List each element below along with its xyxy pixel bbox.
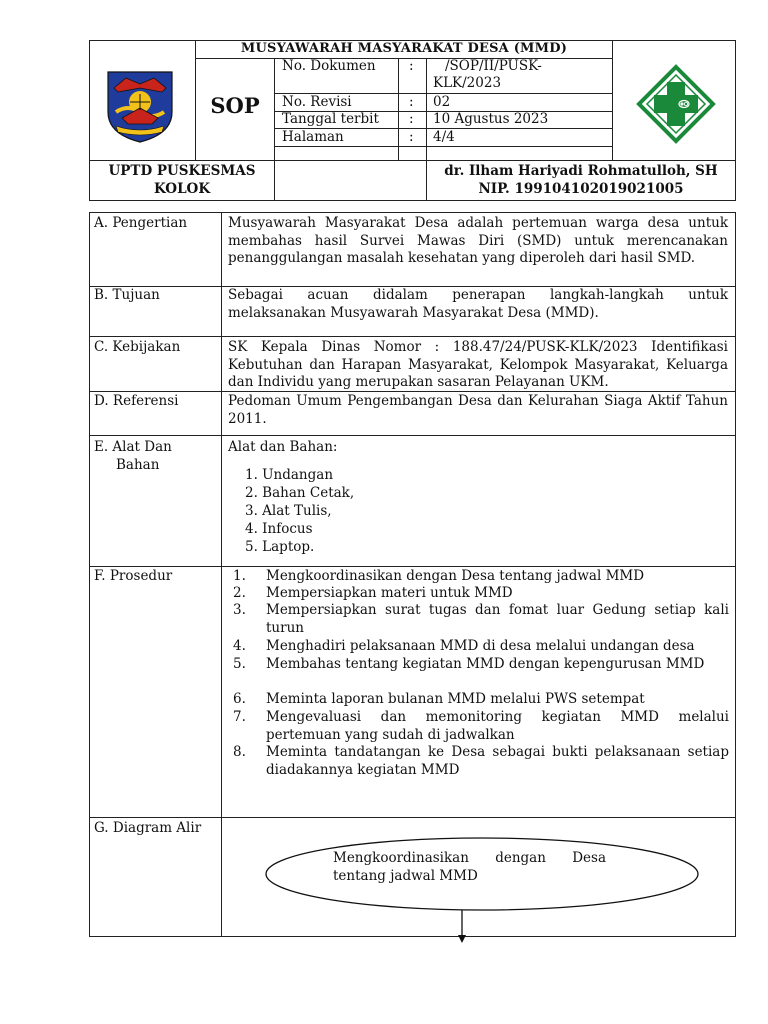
list-item: 1. Undangan [245,467,334,483]
section-label-alat-line1: E. Alat Dan [94,439,172,455]
alat-intro: Alat dan Bahan: [228,439,338,455]
flowchart-arrow [454,910,470,944]
field-value-no-dokumen-2: KLK/2023 [433,75,502,91]
step-number: 4. [233,638,246,654]
field-label-no-dokumen: No. Dokumen [282,58,376,74]
field-label-tanggal: Tanggal terbit [282,111,379,127]
field-sep: : [409,94,414,110]
step-number: 2. [233,585,246,601]
field-label-no-revisi: No. Revisi [282,94,352,110]
field-value-tanggal: 10 Agustus 2023 [433,111,549,127]
step-text: Mempersiapkan materi untuk MMD [266,585,513,601]
step-text: Membahas tentang kegiatan MMD dengan kepengurusan MMD [266,656,705,672]
step-text: Mengevaluasi dan memonitoring kegiatan MMD melalui pertemuan yang sudah di jadwalkan [266,709,729,743]
step-text: Menghadiri pelaksanaan MMD di desa melalui undangan desa [266,638,695,654]
field-sep: : [409,58,414,74]
field-sep: : [409,111,414,127]
field-sep: : [409,129,414,145]
sop-label: SOP [210,93,260,118]
org-name-line2: KOLOK [153,181,211,197]
field-label-halaman: Halaman [282,129,344,145]
section-text-tujuan: Sebagai acuan didalam penerapan langkah-langkah untuk melaksanakan Musyawarah Masyarakat Desa (MMD). [228,287,728,321]
regency-crest-icon [102,68,178,144]
step-number: 6. [233,691,246,707]
section-label-alat-line2: Bahan [116,457,160,473]
step-text: Mempersiapkan surat tugas dan fomat luar Gedung setiap kali turun [266,602,729,636]
step-text: Meminta laporan bulanan MMD melalui PWS setempat [266,691,645,707]
field-value-halaman: 4/4 [433,129,455,145]
step-number: 5. [233,656,246,672]
document-title: MUSYAWARAH MASYARAKAT DESA (MMD) [240,41,568,56]
list-item: 2. Bahan Cetak, [245,485,355,501]
section-label-referensi: D. Referensi [94,393,179,409]
list-item: 3. Alat Tulis, [245,503,332,519]
section-text-referensi: Pedoman Umum Pengembangan Desa dan Kelurahan Siaga Aktif Tahun 2011. [228,393,728,427]
field-value-no-dokumen: /SOP/II/PUSK- [445,58,542,74]
list-item: 5. Laptop. [245,539,315,555]
step-text: Meminta tandatangan ke Desa sebagai bukti pelaksanaan setiap diadakannya kegiatan MMD [266,744,729,778]
section-label-diagram: G. Diagram Alir [94,820,202,836]
section-label-pengertian: A. Pengertian [94,215,188,231]
head-nip: NIP. 199104102019021005 [478,181,684,197]
step-text: Mengkoordinasikan dengan Desa tentang jadwal MMD [266,568,645,584]
section-text-pengertian: Musyawarah Masyarakat Desa adalah pertemuan warga desa untuk membahas hasil Survei Mawas Diri (SMD) untuk merencanakan penanggulangan masalah kesehatan yang diperoleh dari hasil SMD. [228,215,728,266]
field-value-no-revisi: 02 [433,94,451,110]
section-text-kebijakan: SK Kepala Dinas Nomor : 188.47/24/PUSK-KLK/2023 Identifikasi Kebutuhan dan Harapan Masyarakat, Kelompok Masyarakat, Keluarga dan Individu yang merupakan sasaran Pelayanan UKM. [228,339,728,390]
section-label-tujuan: B. Tujuan [94,287,160,303]
step-number: 8. [233,744,246,760]
org-name-line1: UPTD PUSKESMAS [108,163,256,179]
step-number: 1. [233,568,246,584]
head-name: dr. Ilham Hariyadi Rohmatulloh, SH [444,163,718,179]
list-item: 4. Infocus [245,521,313,537]
puskesmas-cross-icon [636,64,716,144]
flowchart-node-text: Mengkoordinasikan dengan Desa tentang jadwal MMD [333,850,606,884]
section-label-prosedur: F. Prosedur [94,568,173,584]
step-number: 3. [233,602,246,618]
step-number: 7. [233,709,246,725]
section-label-kebijakan: C. Kebijakan [94,339,181,355]
